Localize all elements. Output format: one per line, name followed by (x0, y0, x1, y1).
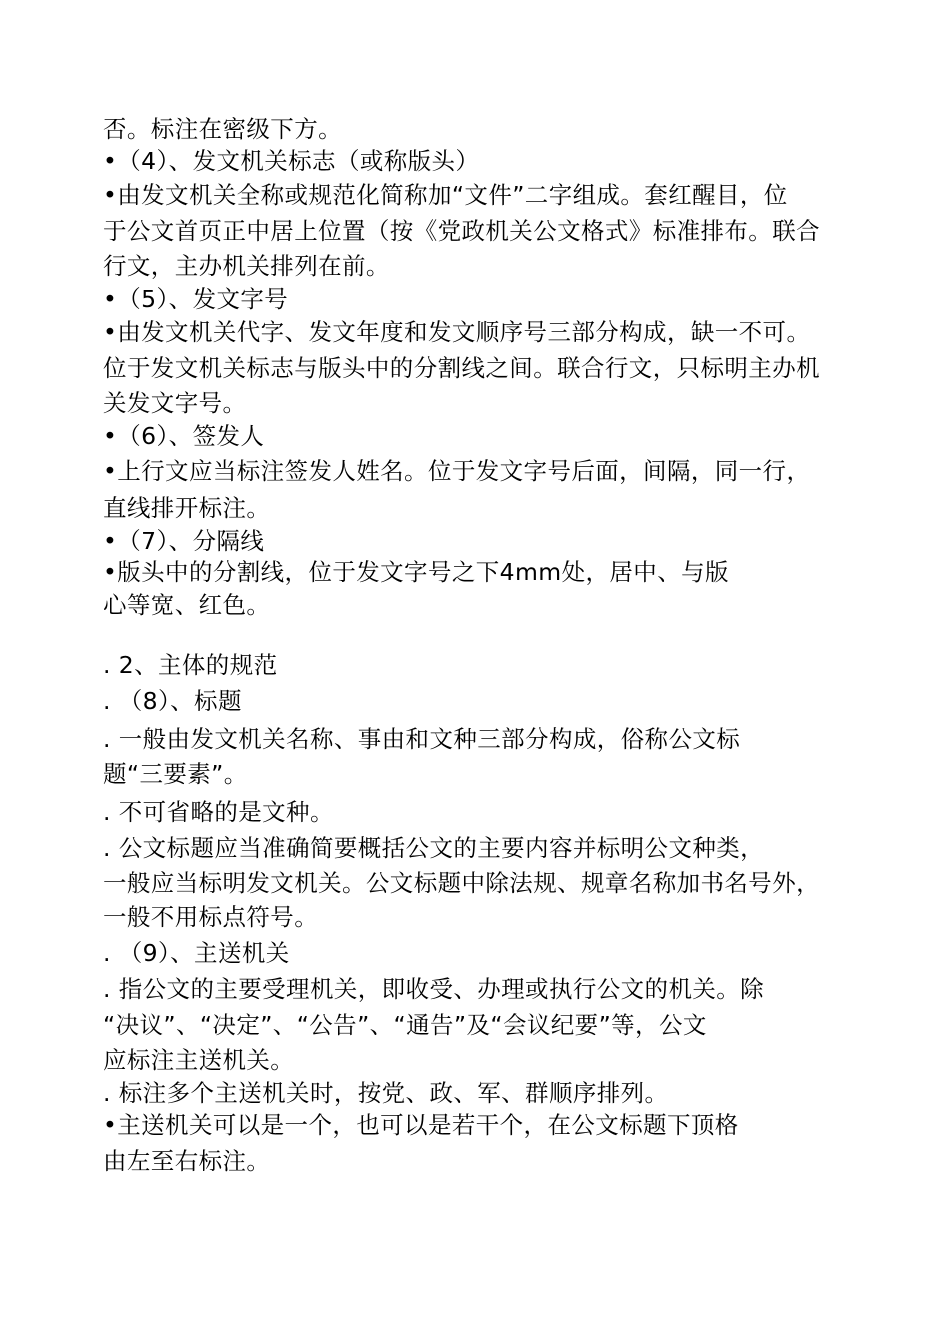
text-line-19: 题“三要素”。 (103, 760, 248, 788)
text-line-26: “决议”、“决定”、“公告”、“通告”及“会议纪要”等，公文 (103, 1011, 707, 1039)
text-line-7: •由发文机关代字、发文年度和发文顺序号三部分构成，缺一不可。 (103, 318, 811, 346)
text-line-9: 关发文字号。 (103, 389, 247, 417)
text-line-28: . 标注多个主送机关时，按党、政、军、群顺序排列。 (103, 1079, 669, 1107)
text-line-8: 位于发文机关标志与版头中的分割线之间。联合行文，只标明主办机 (103, 354, 820, 382)
text-line-4: 于公文首页正中居上位置（按《党政机关公文格式》标准排布。联合 (103, 217, 820, 245)
text-line-21: . 公文标题应当准确简要概括公文的主要内容并标明公文种类， (103, 834, 765, 862)
heading-signer: •（6）、签发人 (103, 422, 265, 450)
text-line-18: . 一般由发文机关名称、事由和文种三部分构成，俗称公文标 (103, 725, 741, 753)
text-line-11: •上行文应当标注签发人姓名。位于发文字号后面，间隔，同一行， (103, 457, 811, 485)
text-line-20: . 不可省略的是文种。 (103, 798, 334, 826)
heading-issuer-mark: •（4）、发文机关标志（或称版头） (103, 147, 480, 175)
text-line-15: 心等宽、红色。 (103, 591, 271, 619)
heading-main-recipient: . （9）、主送机关 (103, 939, 290, 967)
text-line-29: •主送机关可以是一个，也可以是若干个，在公文标题下顶格 (103, 1111, 739, 1139)
text-line-23: 一般不用标点符号。 (103, 903, 319, 931)
text-line-1: 否。标注在密级下方。 (103, 115, 342, 143)
text-line-22: 一般应当标明发文机关。公文标题中除法规、规章名称加书名号外， (103, 869, 820, 897)
text-line-12: 直线排开标注。 (103, 494, 271, 522)
text-line-3: •由发文机关全称或规范化简称加“文件”二字组成。套红醒目，位 (103, 181, 788, 209)
text-line-30: 由左至右标注。 (103, 1147, 271, 1175)
heading-separator: •（7）、分隔线 (103, 527, 265, 555)
text-line-27: 应标注主送机关。 (103, 1046, 295, 1074)
heading-body-norms: . 2、主体的规范 (103, 651, 278, 679)
text-line-14: •版头中的分割线，位于发文字号之下4mm处，居中、与版 (103, 558, 729, 586)
text-line-5: 行文，主办机关排列在前。 (103, 252, 390, 280)
text-line-25: . 指公文的主要受理机关，即收受、办理或执行公文的机关。除 (103, 975, 765, 1003)
heading-doc-number: •（5）、发文字号 (103, 285, 289, 313)
heading-title: . （8）、标题 (103, 687, 242, 715)
